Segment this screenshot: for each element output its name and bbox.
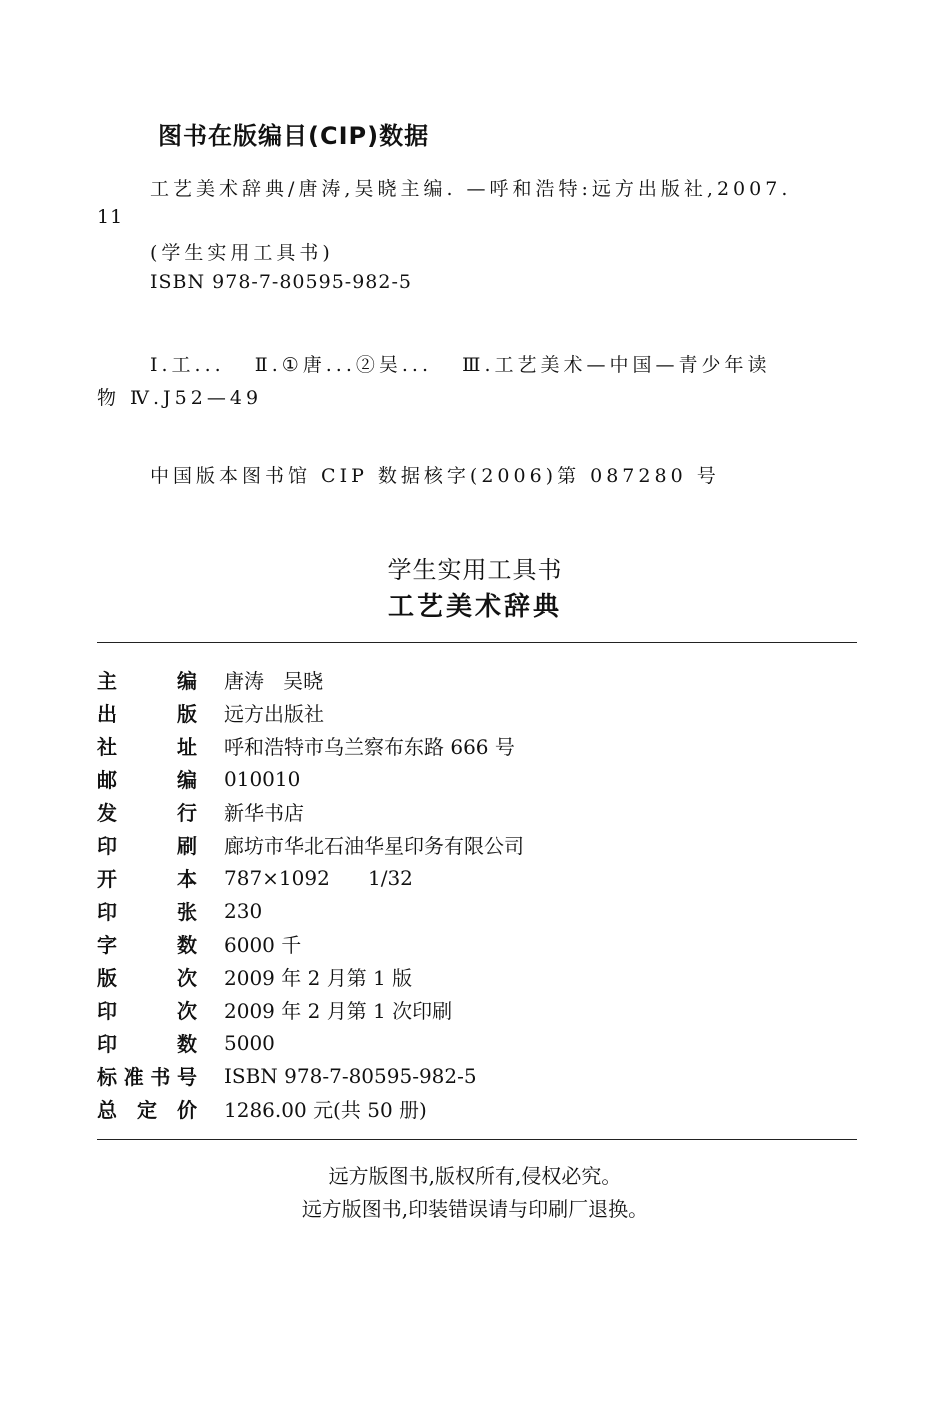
imprint-value: 230 xyxy=(224,898,263,923)
imprint-label-char: 印 xyxy=(97,900,117,924)
imprint-label xyxy=(97,830,197,859)
imprint-label-char: 出 xyxy=(97,702,117,726)
bottom-divider xyxy=(97,1139,857,1140)
imprint-label-char: 行 xyxy=(177,801,197,825)
imprint-label xyxy=(97,731,197,760)
imprint-label xyxy=(97,764,197,793)
imprint-label-char: 次 xyxy=(177,999,197,1023)
imprint-label-char: 定 xyxy=(137,1098,157,1122)
series-title: 学生实用工具书 xyxy=(387,556,563,584)
imprint-label-char: 编 xyxy=(177,669,197,693)
imprint-label xyxy=(97,962,197,991)
imprint-label-char: 字 xyxy=(97,933,117,957)
imprint-row xyxy=(97,762,857,795)
imprint-row xyxy=(97,828,857,861)
imprint-value: 5000 xyxy=(224,1030,275,1055)
top-divider xyxy=(97,642,857,643)
imprint-value: 1286.00 元(共 50 册) xyxy=(224,1098,427,1122)
imprint-row xyxy=(97,1059,857,1092)
imprint-value: 6000 千 xyxy=(224,933,302,957)
replacement-notice: 远方版图书,印装错误请与印刷厂退换。 xyxy=(301,1197,649,1221)
imprint-table xyxy=(97,663,857,1125)
imprint-value: 010010 xyxy=(224,766,301,791)
imprint-label-char: 印 xyxy=(97,1032,117,1056)
imprint-label-char: 版 xyxy=(177,702,197,726)
imprint-label-char: 标 xyxy=(97,1065,117,1089)
imprint-label-char: 邮 xyxy=(97,768,117,792)
imprint-label xyxy=(97,1028,197,1057)
imprint-row xyxy=(97,795,857,828)
imprint-value: 2009 年 2 月第 1 次印刷 xyxy=(224,999,453,1023)
imprint-value: 新华书店 xyxy=(224,801,304,825)
cip-classification-line-continued: 物 Ⅳ.J52—49 xyxy=(97,387,263,409)
imprint-label xyxy=(97,995,197,1024)
copyright-notice: 远方版图书,版权所有,侵权必究。 xyxy=(328,1164,622,1188)
imprint-label xyxy=(97,863,197,892)
imprint-label-char: 社 xyxy=(97,735,117,759)
imprint-value: 呼和浩特市乌兰察布东路 666 号 xyxy=(224,735,515,759)
imprint-label-char: 印 xyxy=(97,834,117,858)
imprint-row xyxy=(97,696,857,729)
cip-record-number: 中国版本图书馆 CIP 数据核字(2006)第 087280 号 xyxy=(150,465,720,487)
imprint-label xyxy=(97,698,197,727)
imprint-label xyxy=(97,1061,197,1090)
imprint-row xyxy=(97,1026,857,1059)
imprint-label-char: 刷 xyxy=(177,834,197,858)
imprint-label-char: 本 xyxy=(177,867,197,891)
imprint-value: ISBN 978-7-80595-982-5 xyxy=(224,1063,477,1088)
imprint-value: 远方出版社 xyxy=(224,702,324,726)
imprint-label xyxy=(97,1094,197,1123)
imprint-label-char: 总 xyxy=(97,1098,117,1122)
imprint-row xyxy=(97,663,857,696)
imprint-label xyxy=(97,797,197,826)
imprint-label-char: 次 xyxy=(177,966,197,990)
imprint-label-char: 准 xyxy=(123,1065,144,1089)
cip-series: (学生实用工具书) xyxy=(150,242,334,264)
imprint-value: 廊坊市华北石油华星印务有限公司 xyxy=(224,834,524,858)
cip-title-line: 工艺美术辞典/唐涛,吴晓主编. —呼和浩特:远方出版社,2007. xyxy=(150,178,792,200)
imprint-label-char: 印 xyxy=(97,999,117,1023)
imprint-label xyxy=(97,665,197,694)
imprint-label xyxy=(97,929,197,958)
imprint-label-char: 价 xyxy=(177,1098,197,1122)
imprint-row xyxy=(97,729,857,762)
imprint-label-char: 张 xyxy=(177,900,197,924)
imprint-label-char: 址 xyxy=(177,735,197,759)
imprint-value: 787×1092 1/32 xyxy=(224,865,413,890)
imprint-value: 唐涛 吴晓 xyxy=(224,669,324,693)
imprint-row xyxy=(97,894,857,927)
cip-isbn: ISBN 978-7-80595-982-5 xyxy=(150,271,412,293)
cip-classification-line: Ⅰ.工... Ⅱ.①唐...②吴... Ⅲ.工艺美术—中国—青少年读 xyxy=(150,354,771,376)
imprint-row xyxy=(97,927,857,960)
imprint-row xyxy=(97,861,857,894)
book-title: 工艺美术辞典 xyxy=(387,592,562,622)
imprint-label-char: 书 xyxy=(150,1065,171,1089)
imprint-label-char: 主 xyxy=(97,669,117,693)
imprint-label-char: 开 xyxy=(97,867,117,891)
imprint-label-char: 版 xyxy=(97,966,117,990)
imprint-label-char: 数 xyxy=(177,1032,197,1056)
cip-heading: 图书在版编目(CIP)数据 xyxy=(158,122,430,150)
imprint-label-char: 号 xyxy=(176,1065,197,1089)
imprint-label-char: 编 xyxy=(177,768,197,792)
imprint-row xyxy=(97,1092,857,1125)
imprint-label-char: 数 xyxy=(177,933,197,957)
imprint-label-char: 发 xyxy=(97,801,117,825)
cip-title-line-continued: 11 xyxy=(97,206,124,228)
imprint-row xyxy=(97,993,857,1026)
imprint-row xyxy=(97,960,857,993)
imprint-value: 2009 年 2 月第 1 版 xyxy=(224,966,413,990)
imprint-label xyxy=(97,896,197,925)
